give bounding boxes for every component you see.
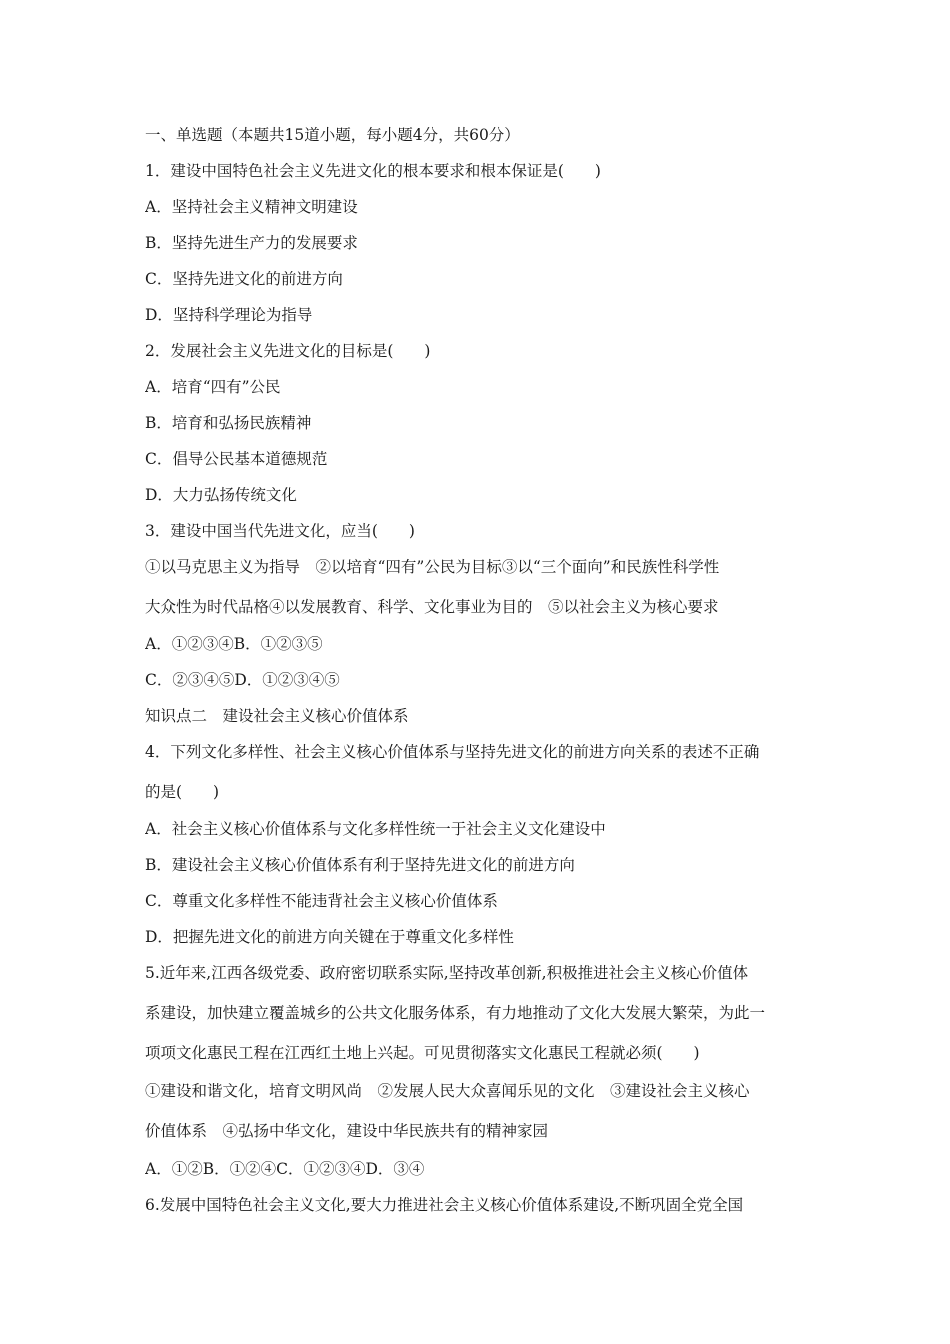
- question-4-option-b: B．建设社会主义核心价值体系有利于坚持先进文化的前进方向: [145, 856, 575, 874]
- question-5-stem-line-1: 5.近年来,江西各级党委、政府密切联系实际,坚持改革创新,积极推进社会主义核心价值体: [145, 964, 749, 982]
- question-3-options-ab: A．①②③④B．①②③⑤: [145, 635, 323, 653]
- question-5-statements-line-2: 价值体系 ④弘扬中华文化，建设中华民族共有的精神家园: [145, 1122, 549, 1140]
- question-3-stem: 3．建设中国当代先进文化，应当( ): [145, 522, 415, 540]
- question-3-statements-line-2: 大众性为时代品格④以发展教育、科学、文化事业为目的 ⑤以社会主义为核心要求: [145, 598, 719, 616]
- question-2-option-b: B．培育和弘扬民族精神: [145, 414, 312, 432]
- question-2-option-c: C．倡导公民基本道德规范: [145, 450, 328, 468]
- question-1-option-b: B．坚持先进生产力的发展要求: [145, 234, 358, 252]
- question-4-option-c: C．尊重文化多样性不能违背社会主义核心价值体系: [145, 892, 498, 910]
- knowledge-point-heading: 知识点二 建设社会主义核心价值体系: [145, 707, 409, 725]
- question-4-stem-line-2: 的是( ): [145, 783, 220, 801]
- question-5-stem-line-2: 系建设，加快建立覆盖城乡的公共文化服务体系，有力地推动了文化大发展大繁荣，为此一: [145, 1004, 766, 1022]
- question-3-statements-line-1: ①以马克思主义为指导 ②以培育“四有”公民为目标③以“三个面向”和民族性科学性: [145, 558, 720, 576]
- question-4-option-a: A．社会主义核心价值体系与文化多样性统一于社会主义文化建设中: [145, 820, 606, 838]
- question-4-option-d: D．把握先进文化的前进方向关键在于尊重文化多样性: [145, 928, 514, 946]
- question-4-stem-line-1: 4．下列文化多样性、社会主义核心价值体系与坚持先进文化的前进方向关系的表述不正确: [145, 743, 760, 761]
- question-1-option-a: A．坚持社会主义精神文明建设: [145, 198, 358, 216]
- question-2-option-d: D．大力弘扬传统文化: [145, 486, 297, 504]
- question-2-option-a: A．培育“四有”公民: [145, 378, 281, 396]
- question-1-stem: 1．建设中国特色社会主义先进文化的根本要求和根本保证是( ): [145, 162, 601, 180]
- question-5-stem-line-3: 项项文化惠民工程在江西红土地上兴起。可见贯彻落实文化惠民工程就必须( ): [145, 1044, 700, 1062]
- question-5-statements-line-1: ①建设和谐文化，培育文明风尚 ②发展人民大众喜闻乐见的文化 ③建设社会主义核心: [145, 1082, 750, 1100]
- section-heading: 一、单选题（本题共15道小题，每小题4分，共60分）: [145, 126, 520, 144]
- question-3-options-cd: C．②③④⑤D．①②③④⑤: [145, 671, 340, 689]
- question-1-option-c: C．坚持先进文化的前进方向: [145, 270, 343, 288]
- question-6-stem-line-1: 6.发展中国特色社会主义文化,要大力推进社会主义核心价值体系建设,不断巩固全党全国: [145, 1196, 744, 1214]
- question-1-option-d: D．坚持科学理论为指导: [145, 306, 313, 324]
- question-5-options: A．①②B．①②④C．①②③④D．③④: [145, 1160, 425, 1178]
- question-2-stem: 2．发展社会主义先进文化的目标是( ): [145, 342, 431, 360]
